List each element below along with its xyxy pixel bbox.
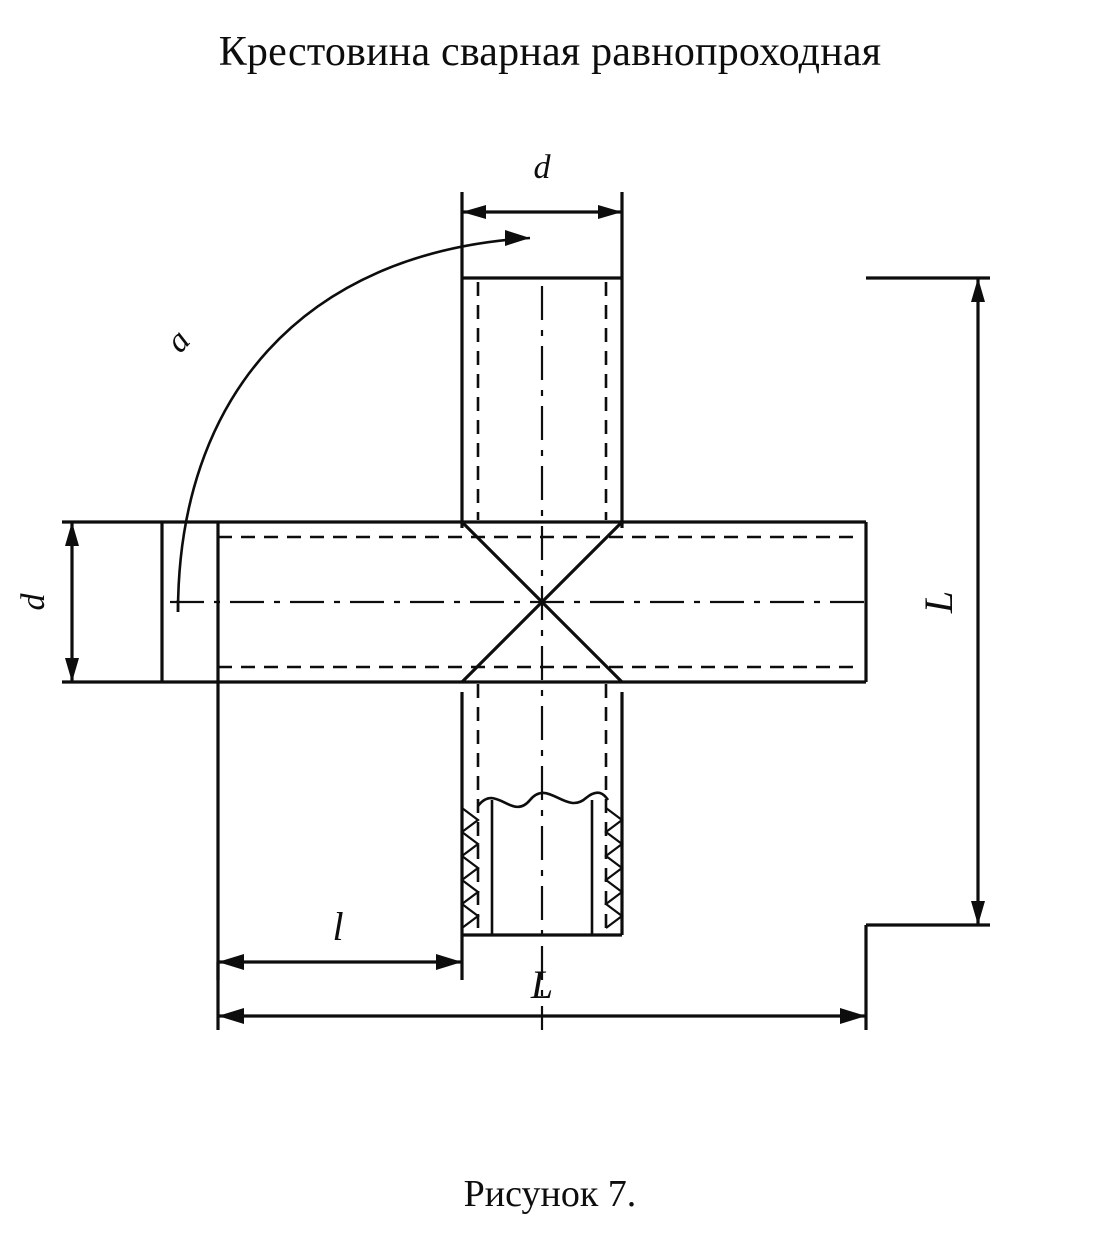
- label-angle-arc: a: [158, 322, 198, 360]
- label-bottom-total-length: L: [530, 962, 554, 1007]
- cross-fitting-svg: [0, 100, 1100, 1160]
- dimension-top-d: [462, 192, 622, 278]
- technical-drawing: [0, 100, 1100, 1160]
- dimension-left-d: [62, 522, 162, 682]
- center-lines: [170, 286, 872, 1030]
- label-right-length: L: [916, 590, 961, 614]
- figure-caption: Рисунок 7.: [463, 1173, 637, 1215]
- label-top-diameter: d: [533, 149, 551, 186]
- page-title: Крестовина сварная равнопроходная: [218, 29, 882, 75]
- label-left-diameter: d: [15, 593, 52, 611]
- label-bottom-socket-length: l: [332, 904, 344, 949]
